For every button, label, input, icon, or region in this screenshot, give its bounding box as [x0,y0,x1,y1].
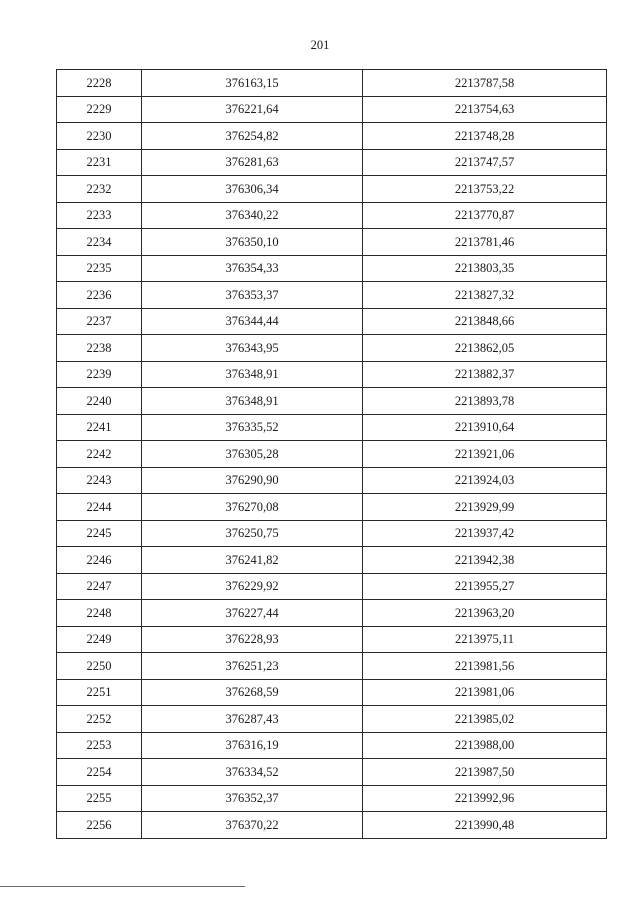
x-coordinate-cell: 376290,90 [142,467,363,494]
coordinates-table-body [57,70,607,839]
table-row [57,812,607,839]
table-row [57,653,607,680]
y-coordinate-cell: 2213985,02 [363,706,607,733]
coordinates-table [56,69,607,839]
x-coordinate-cell: 376348,91 [142,361,363,388]
x-coordinate-cell: 376316,19 [142,732,363,759]
table-row [57,785,607,812]
table-row [57,229,607,256]
table-row [57,255,607,282]
point-number-cell: 2238 [57,335,142,362]
point-number-cell: 2240 [57,388,142,415]
table-row [57,96,607,123]
y-coordinate-cell: 2213754,63 [363,96,607,123]
point-number-cell: 2246 [57,547,142,574]
point-number-cell: 2245 [57,520,142,547]
table-row [57,547,607,574]
point-number-cell: 2244 [57,494,142,521]
x-coordinate-cell: 376228,93 [142,626,363,653]
table-row [57,70,607,97]
point-number-cell: 2252 [57,706,142,733]
point-number-cell: 2241 [57,414,142,441]
table-row [57,176,607,203]
y-coordinate-cell: 2213862,05 [363,335,607,362]
x-coordinate-cell: 376229,92 [142,573,363,600]
x-coordinate-cell: 376348,91 [142,388,363,415]
point-number-cell: 2228 [57,70,142,97]
point-number-cell: 2249 [57,626,142,653]
y-coordinate-cell: 2213924,03 [363,467,607,494]
x-coordinate-cell: 376254,82 [142,123,363,150]
x-coordinate-cell: 376370,22 [142,812,363,839]
x-coordinate-cell: 376353,37 [142,282,363,309]
y-coordinate-cell: 2213910,64 [363,414,607,441]
x-coordinate-cell: 376268,59 [142,679,363,706]
y-coordinate-cell: 2213827,32 [363,282,607,309]
x-coordinate-cell: 376227,44 [142,600,363,627]
table-row [57,520,607,547]
y-coordinate-cell: 2213987,50 [363,759,607,786]
y-coordinate-cell: 2213787,58 [363,70,607,97]
x-coordinate-cell: 376221,64 [142,96,363,123]
table-row [57,679,607,706]
point-number-cell: 2239 [57,361,142,388]
x-coordinate-cell: 376340,22 [142,202,363,229]
table-row [57,626,607,653]
point-number-cell: 2237 [57,308,142,335]
x-coordinate-cell: 376334,52 [142,759,363,786]
point-number-cell: 2229 [57,96,142,123]
x-coordinate-cell: 376251,23 [142,653,363,680]
y-coordinate-cell: 2213753,22 [363,176,607,203]
x-coordinate-cell: 376287,43 [142,706,363,733]
x-coordinate-cell: 376241,82 [142,547,363,574]
table-row [57,414,607,441]
y-coordinate-cell: 2213748,28 [363,123,607,150]
x-coordinate-cell: 376305,28 [142,441,363,468]
y-coordinate-cell: 2213992,96 [363,785,607,812]
point-number-cell: 2231 [57,149,142,176]
y-coordinate-cell: 2213937,42 [363,520,607,547]
table-row [57,149,607,176]
point-number-cell: 2243 [57,467,142,494]
y-coordinate-cell: 2213770,87 [363,202,607,229]
y-coordinate-cell: 2213981,56 [363,653,607,680]
footnote-divider [0,886,245,887]
y-coordinate-cell: 2213747,57 [363,149,607,176]
point-number-cell: 2248 [57,600,142,627]
table-row [57,706,607,733]
x-coordinate-cell: 376343,95 [142,335,363,362]
point-number-cell: 2232 [57,176,142,203]
table-row [57,732,607,759]
y-coordinate-cell: 2213955,27 [363,573,607,600]
x-coordinate-cell: 376270,08 [142,494,363,521]
table-row [57,123,607,150]
x-coordinate-cell: 376352,37 [142,785,363,812]
point-number-cell: 2236 [57,282,142,309]
point-number-cell: 2233 [57,202,142,229]
table-row [57,494,607,521]
table-row [57,573,607,600]
point-number-cell: 2255 [57,785,142,812]
point-number-cell: 2247 [57,573,142,600]
table-row [57,361,607,388]
y-coordinate-cell: 2213963,20 [363,600,607,627]
x-coordinate-cell: 376350,10 [142,229,363,256]
point-number-cell: 2253 [57,732,142,759]
table-row [57,388,607,415]
x-coordinate-cell: 376163,15 [142,70,363,97]
x-coordinate-cell: 376354,33 [142,255,363,282]
table-row [57,441,607,468]
y-coordinate-cell: 2213781,46 [363,229,607,256]
point-number-cell: 2254 [57,759,142,786]
page-number: 201 [310,38,330,52]
point-number-cell: 2230 [57,123,142,150]
x-coordinate-cell: 376281,63 [142,149,363,176]
x-coordinate-cell: 376250,75 [142,520,363,547]
y-coordinate-cell: 2213990,48 [363,812,607,839]
point-number-cell: 2250 [57,653,142,680]
table-row [57,282,607,309]
table-row [57,467,607,494]
point-number-cell: 2251 [57,679,142,706]
point-number-cell: 2256 [57,812,142,839]
y-coordinate-cell: 2213929,99 [363,494,607,521]
point-number-cell: 2234 [57,229,142,256]
y-coordinate-cell: 2213921,06 [363,441,607,468]
point-number-cell: 2235 [57,255,142,282]
y-coordinate-cell: 2213975,11 [363,626,607,653]
point-number-cell: 2242 [57,441,142,468]
table-row [57,308,607,335]
table-row [57,335,607,362]
y-coordinate-cell: 2213893,78 [363,388,607,415]
x-coordinate-cell: 376344,44 [142,308,363,335]
y-coordinate-cell: 2213848,66 [363,308,607,335]
y-coordinate-cell: 2213942,38 [363,547,607,574]
x-coordinate-cell: 376306,34 [142,176,363,203]
x-coordinate-cell: 376335,52 [142,414,363,441]
y-coordinate-cell: 2213981,06 [363,679,607,706]
table-row [57,600,607,627]
y-coordinate-cell: 2213988,00 [363,732,607,759]
table-row [57,759,607,786]
table-row [57,202,607,229]
y-coordinate-cell: 2213803,35 [363,255,607,282]
y-coordinate-cell: 2213882,37 [363,361,607,388]
